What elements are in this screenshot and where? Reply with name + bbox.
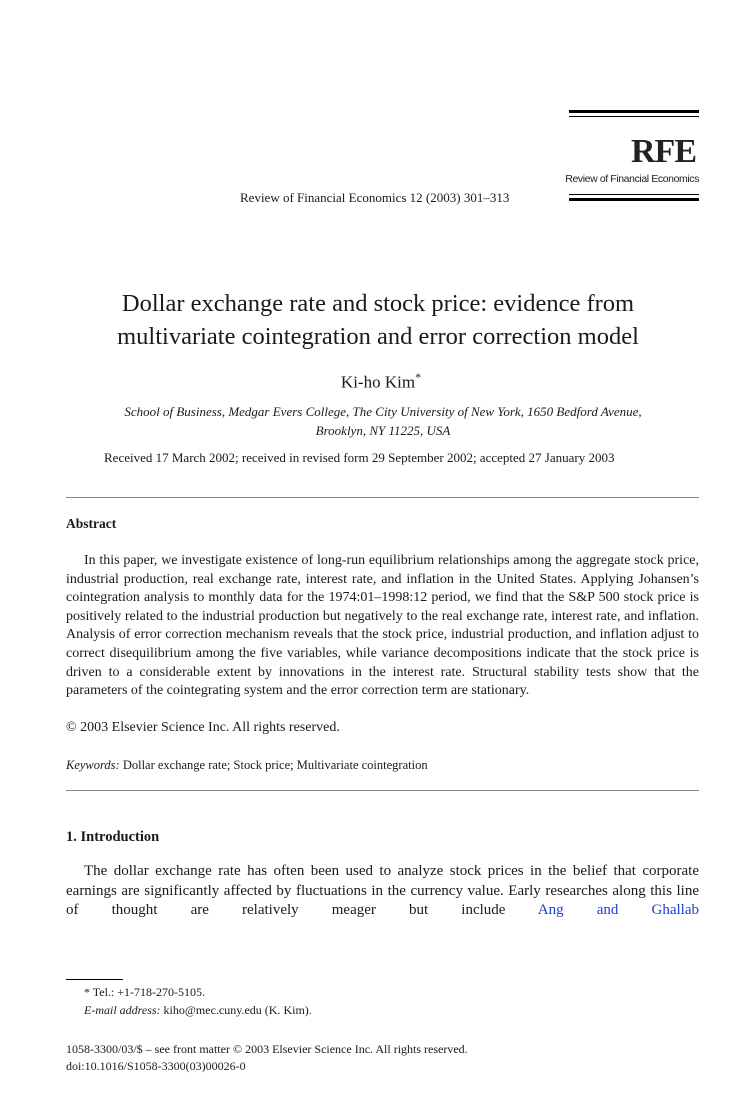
email-value[interactable]: kiho@mec.cuny.edu (K. Kim). [163,1003,312,1017]
journal-citation: Review of Financial Economics 12 (2003) 301–313 [240,190,510,205]
affiliation-line-1: School of Business, Medgar Evers College, The City University of New York, 1650 Bedford Avenue, [124,404,642,419]
reference-link-ang-ghallab[interactable]: Ang and Ghallab [537,902,699,918]
email-label: E-mail address: [84,1003,161,1017]
logo-journal-name: Review of Financial Economics [565,173,699,185]
introduction-paragraph: The dollar exchange rate has often been used to analyze stock prices in the belief that corporate earnings are significantly affected by fluctuations in the currency value. Early researches along this line of thought are relatively meager but include [66,863,699,918]
affiliation-line-2: Brooklyn, NY 11225, USA [315,423,451,438]
title-line-1: Dollar exchange rate and stock price: evidence from [121,290,635,317]
author [0,367,756,393]
abstract-top-rule [66,497,699,498]
front-matter-line: 1058-3300/03/$ – see front matter © 2003 Elsevier Science Inc. All rights reserved. [66,1042,468,1056]
footnote-tel: * Tel.: +1-718-270-5105. [84,985,206,999]
introduction-text [66,862,699,921]
abstract-copyright: © 2003 Elsevier Science Inc. All rights reserved. [66,720,340,735]
abstract-heading: Abstract [66,516,117,531]
keywords-text: Dollar exchange rate; Stock price; Multivariate cointegration [122,758,428,772]
logo-top-rule-thick [569,110,699,113]
author-name: Ki-ho Kim [340,372,416,392]
keywords-label: Keywords: [66,758,120,772]
logo-abbrev: RFE [631,133,696,170]
affiliation [0,402,756,440]
journal-logo [565,110,699,205]
title-line-2: multivariate cointegration and error correction model [117,323,639,350]
keywords [66,757,428,773]
doi[interactable]: doi:10.1016/S1058-3300(03)00026-0 [66,1059,246,1073]
footnote-rule [66,979,123,980]
paper-title [0,287,756,353]
author-footnote-marker[interactable]: * [415,370,422,384]
abstract-text: In this paper, we investigate existence of long-run equilibrium relationships among the aggregate stock price, industrial production, real exchange rate, interest rate, and inflation in the United States. Applying Johansen’s cointegration analysis to monthly data for the 1974:01–1998:12 period, we find that the S&P 500 stock price is positively related to the industrial production but negatively to the real exchange rate, interest rate, and inflation. Analysis of error correction mechanism reveals that the stock price, industrial production, and inflation adjust to correct disequilibrium among the five variables, while variance decompositions indicate that the stock price is driven to a considerable extent by innovations in the interest rate. Structural stability tests show that the parameters of the cointegrating system and the error correction term are stationary. [66,553,699,699]
logo-bottom-rule-thin [569,194,699,195]
footnote-email [84,1001,312,1019]
introduction-heading: 1. Introduction [66,829,160,845]
logo-bottom-rule-thick [569,198,699,201]
front-matter [66,1041,468,1075]
logo-top-rule-thin [569,116,699,117]
abstract-bottom-rule [66,790,699,791]
article-history: Received 17 March 2002; received in revised form 29 September 2002; accepted 27 January 2003 [104,450,615,465]
footnote [84,983,312,1019]
